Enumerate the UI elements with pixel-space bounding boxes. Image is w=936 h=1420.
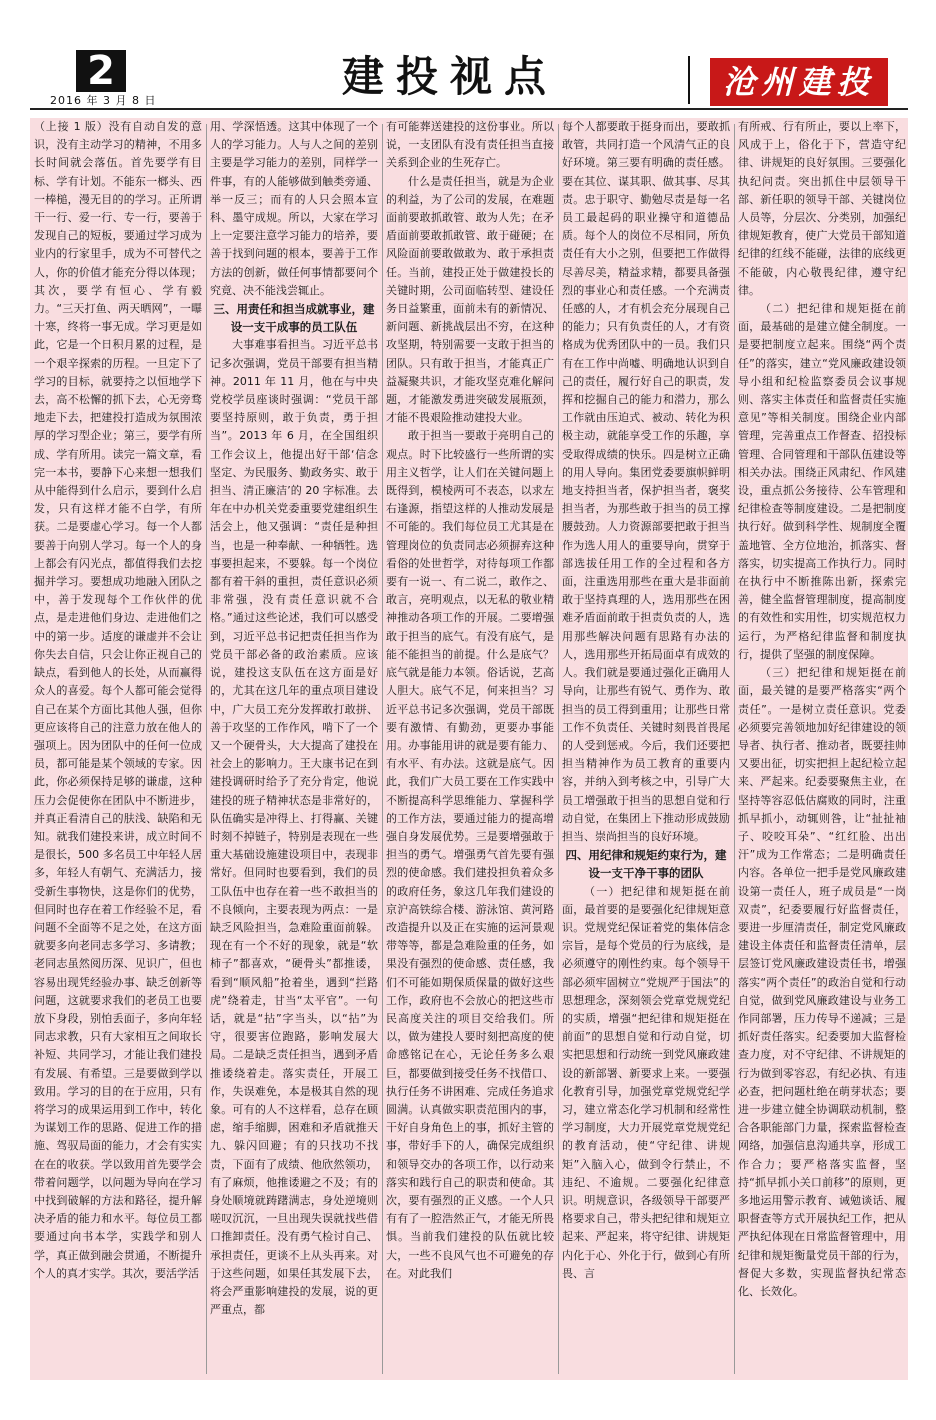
- paragraph: 有所戒、行有所止，要以上率下，风成于上，俗化于下，营造守纪律、讲规矩的良好氛围。三要强化执纪问责。突出抓住中层领导干部、新任职的领导干部、关键岗位人员等，分层次、分类别，加强纪律规矩教育，使广大党员干部知道纪律的红线不能碰，法律的底线更不能破，内心敬畏纪律，遵守纪律。: [738, 120, 906, 297]
- column-divider: [206, 124, 207, 1374]
- column-2: [210, 118, 378, 1380]
- publication-date: 2016 年 3 月 8 日: [50, 94, 157, 107]
- column-1: [34, 118, 202, 1380]
- article-body: [30, 118, 908, 1380]
- paragraph: （二）把纪律和规矩挺在前面，最基础的是建立健全制度。一是要把制度立起来。围绕“两个责任”的落实，建立“党风廉政建设领导小组和纪检监察委员会议事规则、落实主体责任和监督责任实施意见”等相关制度。围绕企业内部管理，完善重点工作督查、招投标管理、合同管理和干部队伍建设等相关办法。围绕正风肃纪、作风建设，重点抓公务接待、公车管理和纪律检查等制度建设。二是把制度执行好。做到科学性、规制度全覆盖地管、全方位地治，抓落实、督落实，切实提高工作执行力。同时在执行中不断推陈出新，探索完善，健全监督管理制度，提高制度的有效性和实用性，切实规范权力运行，为严格纪律监督和制度执行，提供了坚强的制度保障。: [738, 302, 906, 661]
- column-divider: [382, 124, 383, 1374]
- column-4: [562, 118, 730, 1380]
- masthead: [0, 0, 936, 120]
- paragraph: （三）把纪律和规矩挺在前面，最关键的是要严格落实“两个责任”。一是树立责任意识。党委必须要完善领地加好纪律建设的领导者、执行者、推动者，既要挂帅又要出征，切实把担上起纪检立起来、严起来。纪委要聚焦主业，在坚持等容忍低估腐败的同时，注重抓早抓小，动辄则咎，让“扯扯袖子、咬咬耳朵”、“红红脸、出出汗”成为工作常态；二是明确责任内容。各单位一把手是党风廉政建设第一责任人，班子成员是“一岗双责”，纪委要履行好监督责任，要进一步厘清责任，制定党风廉政建设主体责任和监督责任清单，层层签订党风廉政建设责任书，增强落实“两个责任”的政治自觉和行动自觉，做到党风廉政建设与业务工作同部署，压力传导不递减；三是抓好责任落实。纪委要加大监督检查力度，对不守纪律、不讲规矩的行为做到零容忍，有纪必执、有违必查，把问题杜绝在萌芽状态；要进一步建立健全协调联动机制，整合各职能部门力量，探索监督检查网络，加强信息沟通共享，形成工作合力；要严格落实监督，坚持“抓早抓小关口前移”的原则，更多地运用警示教育、诫勉谈话、履职督查等方式开展执纪工作，把从严执纪体现在日常监督管理中，用纪律和规矩衡量党员干部的行为，督促大多数，实现监督执纪常态化、长效化。: [738, 666, 906, 1298]
- column-5: [738, 118, 906, 1380]
- section-title: 建投视点: [341, 52, 558, 101]
- column-divider: [734, 124, 735, 1374]
- subheading: 四、用纪律和规矩约束行为，建设一支干净干事的团队: [565, 848, 727, 881]
- header-rule: [30, 108, 908, 110]
- column-3: [386, 118, 554, 1380]
- paragraph: （上接 1 版）没有自动自发的意识，没有主动学习的精神，不用多长时间就会落伍。首先要学有目标、学有计划。不能东一榔头、西一棒槌，漫无目的的学习。正所谓干一行、爱一行、专一行，要善于发现自己的短板，要通过学习成为业内的行家里手，成为不可替代之人，你的价值才能充分得以体现；其次，要学有恒心、学有毅力。“三天打鱼、两天晒网”，一曝十寒，终将一事无成。学习更是如此，它是一个日积月累的过程，是一个艰辛探索的历程。一旦定下了学习的目标，就要持之以恒地学下去，高不松懈的抓下去，心无旁骛地走下去，把建投打造成为氛围浓厚的学习型企业；第三，要学有所成、学有所用。读完一篇文章，看完一本书，要静下心来想一想我们从中能得到什么启示，要到什么启发，只有这样才能不白学，有所获。二是要虚心学习。每一个人都要善于向别人学习。每一个人的身上都会有闪光点，都值得我们去挖掘并学习。要想成功地融入团队之中，善于发现每个工作伙伴的优点，是走进他们身边、走进他们之中的第一步。适度的谦虚并不会让你失去自信，只会让你正视自己的缺点，看到他人的长处，从而赢得众人的喜爱。每个人都可能会觉得自己在某个方面比其他人强，但你更应该将自己的注意力放在他人的强项上。因为团队中的任何一位成员，都可能是某个领域的专家。因此，你必须保持足够的谦虚，这种压力会促使你在团队中不断进步，并真正看清自己的肤浅、缺陷和无知。就我们建投来讲，成立时间不是很长，500 多名员工中年轻人居多，年轻人有朝气、充满活力，接受新生事物快，这是你们的优势，但同时也存在着工作经验不足，看问题不全面等不足之处，在这方面就要多向老同志多学习、多请教；老同志虽然阅历深、见识广，但也容易出现凭经验办事、缺乏创新等问题，这就要求我们的老员工也要放下身段，别怕丢面子，多向年轻同志求教，只有大家相互之间取长补短、共同学习，才能让我们建投有发展、有希望。三是要做到学以致用。学习的目的在于应用，只有将学习的成果运用到工作中，转化为谋划工作的思路、促进工作的措施、驾驭局面的能力，才会有实实在在的收获。学以致用首先要学会带着问题学，以问题为导向在学习中找到破解的方法和路径，提升解决矛盾的能力和水平。每位员工都要通过向书本学，实践学和别人学，真正做到融会贯通，不断提升个人的真才实学。其次，要活学活: [34, 120, 202, 1280]
- paragraph: 每个人都要敢于挺身而出，要敢抓敢管，共同打造一个风清气正的良好环境。第三要有明确的责任感。要在其位、谋其职、做其事、尽其责。忠于职守、勤勉尽责是每一名员工最起码的职业操守和道德品质。每个人的岗位不尽相同，所负责任有大小之别，但要把工作做得尽善尽美，精益求精，都要具备强烈的事业心和责任感。一个充满责任感的人，才有机会充分展现自己的能力；只有负责任的人，才有资格成为优秀团队中的一员。我们只有在工作中尚嘘、明确地认识到自己的责任，履行好自己的职责，发挥和挖掘自己的能力和潜力，那么工作就由压迫式、被动、转化为积极主动，就能享受工作的乐趣，享受取得成绩的快乐。四是树立正确的用人导向。集团党委要旗帜鲜明地支持担当者，保护担当者，褒奖担当者，为那些敢于担当的员工撑腰鼓劲。人力资源部要把敢于担当作为选人用人的重要导向，贯穿于部选拔任用工作的全过程和各方面，注重选用那些在重大是非面前敢于坚持真理的人，选用那些在困难矛盾面前敢于担责负责的人，选用那些解决问题有思路有办法的人，选用那些开拓局面卓有成效的人。我们就是要通过强化正确用人导向，让那些有锐气、勇作为、敢担当的员工得到重用；让那些日常工作不负责任、关键时刻畏首畏尾的人受到惩戒。今后，我们还要把担当精神作为员工教育的重要内容，并纳入到考核之中，引导广大员工增强敢于担当的思想自觉和行动自觉，在集团上下推动形成鼓励担当、崇尚担当的良好环境。: [562, 120, 730, 843]
- paragraph: 用、学深悟透。这其中体现了一个人的学习能力。人与人之间的差别主要是学习能力的差别，同样学一件事，有的人能够做到触类旁通、举一反三；而有的人只会照本宣科、墨守成规。所以，大家在学习上一定要注意学习能力的培养，要善于找到问题的根本，要善于工作方法的创新，做任何事情都要问个究竟、决不能浅尝辄止。: [210, 120, 378, 297]
- header-divider: [688, 56, 690, 104]
- paragraph: （一）把纪律和规矩挺在前面，最首要的是要强化纪律规矩意识。党规党纪保证着党的集体信念宗旨，是每个党员的行为底线，是必须遵守的刚性约束。每个领导干部必须牢固树立“党规严于国法”的思想理念，深刻领会党章党规党纪的实质，增强“把纪律和规矩挺在前面”的思想自觉和行动自觉，切实把思想和行动统一到党风廉政建设的新部署、新要求上来。一要强化教育引导，加强党章党规党纪学习，建立常态化学习机制和经常性学习制度，大力开展党章党规党纪的教育活动，使“守纪律、讲规矩”入脑入心，做到令行禁止，不违纪、不逾规。二要强化纪律意识。明规意识，各级领导干部要严格要求自己，带头把纪律和规矩立起来、严起来，将守纪律、讲规矩内化于心、外化于行，做到心有所畏、言: [562, 884, 730, 1280]
- column-divider: [558, 124, 559, 1374]
- paragraph: 有可能葬送建投的这份事业。所以说，一支团队有没有责任担当直接关系到企业的生死存亡。: [386, 120, 554, 170]
- paragraph: 什么是责任担当，就是为企业的利益，为了公司的发展，在难题面前要敢抓敢管、敢为人先；在矛盾面前要敢抓敢管、敢于碰硬；在风险面前要敢做敢为、敢于承担责任。当前，建投正处于做建投长的关键时期，公司面临转型、建设任务日益繁重，面前未有的新情况、新问题、新挑战层出不穷，在这种攻坚期，特别需要一支敢于担当的团队。只有敢于担当，才能真正广益凝聚共识，才能攻坚克难化解问题，才能激发勇进突破发展瓶颈，才能不畏艰险推动建投大业。: [386, 174, 554, 425]
- page-number: 2: [76, 50, 126, 92]
- brand-logo: 沧州建投: [710, 58, 888, 106]
- subheading: 三、用责任和担当成就事业，建设一支干成事的员工队伍: [213, 302, 375, 335]
- paragraph: 大事难事看担当。习近平总书记多次强调，党员干部要有担当精神。2011 年 11 月，他在与中央党校学员座谈时强调：“党员干部要坚持原则，敢于负责，勇于担当”。2013 年 6 月，在全国组织工作会议上，他提出好干部‘信念坚定、为民服务、勤政务实、敢于担当、清正廉洁’的 20 字标准。去年在中办机关党委重要党建组织生活会上，他又强调：“责任是种担当，也是一种奉献、一种牺牲。选事要担起来，不要躲。每一个岗位都有着干斜的重担，责任意识必须非常强，没有责任意识就不合格。”通过这些论述，我们可以感受到，习近平总书记把责任担当作为党员干部必备的政治素质。应该说，建投这支队伍在这方面是好的，尤其在这几年的重点项目建设中，广大员工充分发挥敢打敢拼、善于攻坚的工作作风，啃下了一个又一个硬骨头，大大提高了建投在社会上的影响力。王大康书记在到建投调研时给予了充分肯定，他说建投的班子精神状态是非常好的，队伍确实是冲得上、打得赢、关键时刻不掉链子，特别是表现在一些重大基础设施建设项目中，表现非常好。但同时也要看到，我们的员工队伍中也存在着一些不敢担当的不良倾向，主要表现为两点：一是缺乏风险担当，急难险重面前躲。现在有一个不好的现象，就是“软柿子”都喜欢，“硬骨头”都推诿，看到“顺风船”抢着坐，遇到“拦路虎”绕着走，甘当“太平官”。一句话，就是“拈”字当头，以“拈”为守，很要害位跑路，影响发展大局。二是缺乏责任担当，遇到矛盾推诿绕着走。落实责任，开展工作，失误难免，本是极其自然的现象。可有的人不这样看，总存在顾虑，缩手缩脚，困难和矛盾就推天九、躲闪回避；有的只找功不找责，下面有了成绩、他欣然领功，有了麻烦，他推诿避之不及；有的身处顺境就踌躇满志，身处逆境则嗟叹沉沉，一旦出现失误就找些借口推卸责任。没有勇气检讨自己、承担责任，更谈不上从头再来。对于这些问题，如果任其发展下去，将会严重影响建投的发展，说的更严重点，都: [210, 338, 378, 1317]
- paragraph: 敢于担当一要敢于亮明自己的观点。时下比较盛行一些所谓的实用主义哲学，让人们在关键问题上既得到，模棱两可不表态，以求左右逢源，指望这样的人推动发展是不可能的。我们每位员工尤其是在管理岗位的负责同志必须摒弃这种看俗的处世哲学，对待每项工作都要有一说一、有二说二，敢作之、敢言，亮明观点，以无私的敬业精神推动各项工作的开展。二要增强敢于担当的底气。有没有底气，是能不能担当的前提。什么是底气？底气就是能力本领。俗话说，艺高人胆大。底气不足，何来担当？习近平总书记多次强调，党员干部既要有激情、有勤劲，更要办事能用。办事能用讲的就是要有能力、有水平、有办法。这就是底气。因此，我们广大员工要在工作实践中不断提高科学思维能力、掌握科学的工作方法，要通过能力的提高增强自身发展优势。三是要增强敢于担当的勇气。增强勇气首先要有强烈的使命感。我们建投担负着众多的政府任务，象这几年我们建设的京沪高铁综合楼、游泳馆、黄河路改造提升以及正在实施的运河景观带等等，都是急难险重的任务，如果没有强烈的使命感、责任感，我们不可能如期保质保量的做好这些工作，政府也不会放心的把这些市民高度关注的项目交给我们。所以，做为建投人要时刻把高度的使命感铭记在心，无论任务多么艰巨，都要做到接受任务不找借口、执行任务不讲困难、完成任务追求圆满。认真做实职责范围内的事，干好自身角色上的事，抓好主管的事，带好手下的人，确保完成组织和领导交办的各项工作，以行动来落实和践行自己的职责和使命。其次，要有强烈的正义感。一个人只有有了一腔浩然正气，才能无所畏惧。当前我们建投的队伍就比较大，一些不良风气也不可避免的存在。对此我们: [386, 429, 554, 1280]
